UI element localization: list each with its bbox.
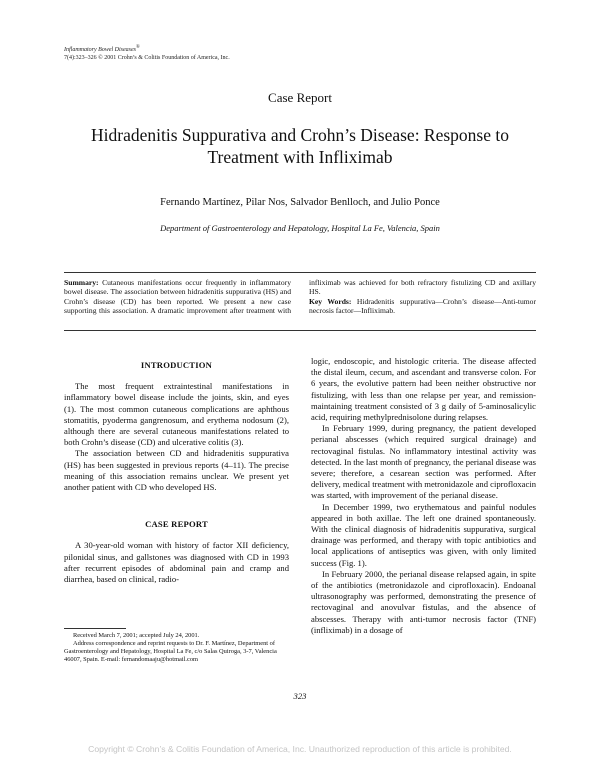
affiliation: Department of Gastroenterology and Hepatology, Hospital La Fe, Valencia, Spain (160, 223, 440, 233)
case-report-paragraph-1: A 30-year-old woman with history of factor XII deficiency, pilonidal sinus, and gallstones was diagnosed with CD in 1993 after recurrent episodes of abdominal pain and cramp and diarrhea, based on clinical, radio- (64, 540, 289, 585)
title-line-2: Treatment with Infliximab (207, 147, 393, 167)
left-column (64, 356, 289, 585)
summary-label: Summary: (64, 278, 99, 287)
case-paragraph-february-2000: In February 2000, the perianal disease relapsed again, in spite of the antibiotics (metronidazole and ciprofloxacin). Endoanal ultrasonography was performed, demonstrating the presence of rectovaginal and anovulvar fistulas, and the absence of abscesses. Therapy with anti-tumor necrosis factor (TNF) (infliximab) in a dosage of (311, 568, 536, 635)
journal-header (64, 44, 230, 62)
case-paragraph-december-1999: In December 1999, two erythematous and painful nodules appeared in both axillae. The left one drained spontaneously. With the clinical diagnosis of hidradenitis suppurativa, surgical drainage was performed, and therapy with topic antibiotics and local applications of antiseptics was given, with only limited success (Fig. 1). (311, 501, 536, 568)
keywords-label: Key Words: (309, 296, 352, 306)
article-title (64, 124, 536, 168)
right-column (311, 356, 536, 636)
footnote-rule (64, 628, 126, 629)
section-label: Case Report (268, 90, 332, 105)
case-paragraph-february-1999: In February 1999, during pregnancy, the patient developed perianal abscesses (which required surgical drainage) and rectovaginal fistulas. No inflammatory intestinal activity was detected. In the last month of pregnancy, the perianal disease was severe; therefore, a cesarean section was performed. After delivery, medical treatment with metronidazole and ciprofloxacin was started, with improvement of the perianal disease. (311, 423, 536, 501)
introduction-heading: INTRODUCTION (140, 360, 213, 370)
registered-mark: ® (136, 45, 140, 50)
abstract-rule-bottom (64, 330, 536, 331)
case-paragraph-continued: logic, endoscopic, and histologic criteria. The disease affected the distal ileum, cecum, and ascendant and transverse colon. For 6 years, the evolutive pattern had been neither obstructive nor fistulizing, with less than one relapse per year, and remission-maintaining treatment consisted of 3 g daily of 5-aminosalicylic acid, requiring methylprednisolone during relapses. (311, 356, 536, 423)
authors: Fernando Martínez, Pilar Nos, Salvador Benlloch, and Julio Ponce (160, 197, 440, 208)
introduction-paragraph-2: The association between CD and hidradenitis suppurativa (HS) has been suggested in previous reports (4–11). The precise meaning of this association remains unclear. We present yet another patient with CD who developed HS. (64, 448, 289, 493)
footnote-address: Address correspondence and reprint requests to Dr. F. Martínez, Department of Gastroenterology and Hepatology, Hospital La Fe, c/o Salas Quiroga, 3-7, Valencia 46007, Spain. E-mail: fernandomaaju@hotmail.com (64, 640, 277, 663)
footnote (64, 632, 289, 664)
summary-text: Cutaneous manifestations occur frequently in inflammatory bowel disease. The association between hidradenitis suppurativa (HS) and Crohn’s disease (CD) has been reported. We present a new case supporting this association. A dramatic improvement after treatment with infliximab was achieved for both refractory fistulizing CD and axillary HS. (64, 278, 536, 315)
journal-citation: 7(4):323–326 © 2001 Crohn’s & Colitis Foundation of America, Inc. (64, 55, 230, 61)
case-report-heading: CASE REPORT (145, 519, 208, 530)
abstract-rule-top (64, 272, 536, 273)
title-line-1: Hidradenitis Suppurativa and Crohn’s Disease: Response to (91, 125, 509, 145)
abstract (64, 278, 536, 324)
footnote-received: Received March 7, 2001; accepted July 24, 2001. (73, 632, 200, 639)
copyright-notice: Copyright © Crohn’s & Colitis Foundation of America, Inc. Unauthorized reproduction of this article is prohibited. (88, 744, 512, 754)
page-number: 323 (293, 691, 307, 701)
journal-name: Inflammatory Bowel Diseases (64, 47, 136, 53)
introduction-paragraph-1: The most frequent extraintestinal manifestations in inflammatory bowel disease include the joints, skin, and eyes (1). The most common cutaneous complications are aphthous stomatitis, pyoderma gangrenosum, and erythema nodosum (2), although there are several cutaneous manifestations related to both Crohn’s disease (CD) and ulcerative colitis (3). (64, 381, 289, 448)
keywords-text: Hidradenitis suppurativa—Crohn’s disease—Anti-tumor necrosis factor—Infliximab. (309, 296, 536, 315)
